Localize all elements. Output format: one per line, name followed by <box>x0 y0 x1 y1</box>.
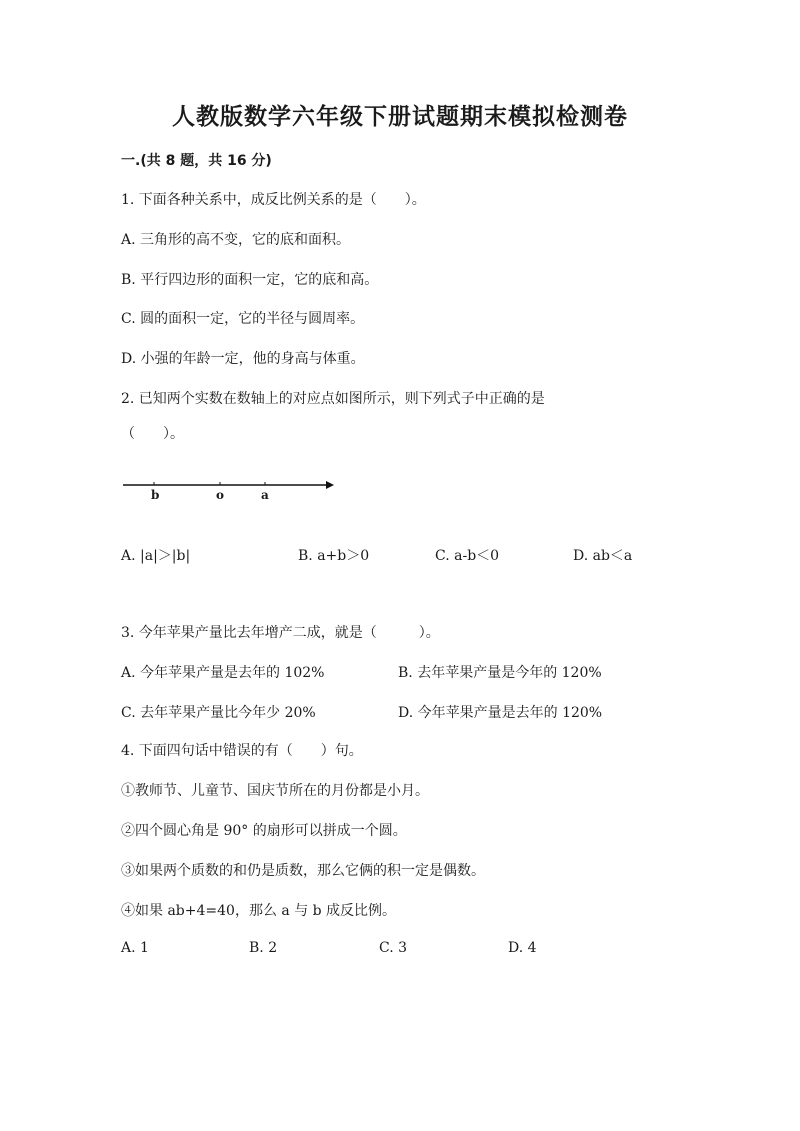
question-1-option-c: C. 圆的面积一定，它的半径与圆周率。 <box>121 311 365 327</box>
question-4-stem: 4. 下面四句话中错误的有（ ）句。 <box>121 743 363 759</box>
question-3-option-a: A. 今年苹果产量是去年的 102% <box>121 665 325 681</box>
number-line-figure <box>120 476 340 506</box>
question-3-option-c: C. 去年苹果产量比今年少 20% <box>121 705 316 721</box>
page-title: 人教版数学六年级下册试题期末模拟检测卷 <box>172 104 628 130</box>
question-3-option-b: B. 去年苹果产量是今年的 120% <box>398 665 602 681</box>
question-1-option-a: A. 三角形的高不变，它的底和面积。 <box>121 232 351 248</box>
question-3-stem: 3. 今年苹果产量比去年增产二成，就是（ ）。 <box>121 625 440 641</box>
question-4-option-a: A. 1 <box>121 940 149 956</box>
question-1-option-d: D. 小强的年龄一定，他的身高与体重。 <box>121 351 365 367</box>
question-2-stem: 2. 已知两个实数在数轴上的对应点如图所示，则下列式子中正确的是 <box>121 391 545 407</box>
question-4-statement-3: ③如果两个质数的和仍是质数，那么它俩的积一定是偶数。 <box>121 863 485 879</box>
question-2-option-a: A. |a|＞|b| <box>121 548 191 564</box>
section-heading: 一.(共 8 题，共 16 分) <box>121 153 272 169</box>
question-4-statement-1: ①教师节、儿童节、国庆节所在的月份都是小月。 <box>121 783 429 799</box>
question-4-option-c: C. 3 <box>379 940 408 956</box>
question-1-option-b: B. 平行四边形的面积一定，它的底和高。 <box>121 272 379 288</box>
number-line-label-a: a <box>261 488 269 502</box>
question-2-option-d: D. ab＜a <box>573 548 633 564</box>
question-4-option-d: D. 4 <box>508 940 537 956</box>
number-line-label-b: b <box>151 488 160 502</box>
question-1-stem: 1. 下面各种关系中，成反比例关系的是（ ）。 <box>121 192 426 208</box>
question-3-option-d: D. 今年苹果产量是去年的 120% <box>398 705 603 721</box>
question-4-option-b: B. 2 <box>249 940 278 956</box>
question-4-statement-4: ④如果 ab+4=40，那么 a 与 b 成反比例。 <box>121 903 397 919</box>
question-2-stem-continued: （ ）。 <box>121 426 184 442</box>
question-2-option-b: B. a+b＞0 <box>298 548 370 564</box>
number-line-label-o: o <box>216 488 225 502</box>
question-4-statement-2: ②四个圆心角是 90° 的扇形可以拼成一个圆。 <box>121 823 407 839</box>
question-2-option-c: C. a-b＜0 <box>435 548 500 564</box>
